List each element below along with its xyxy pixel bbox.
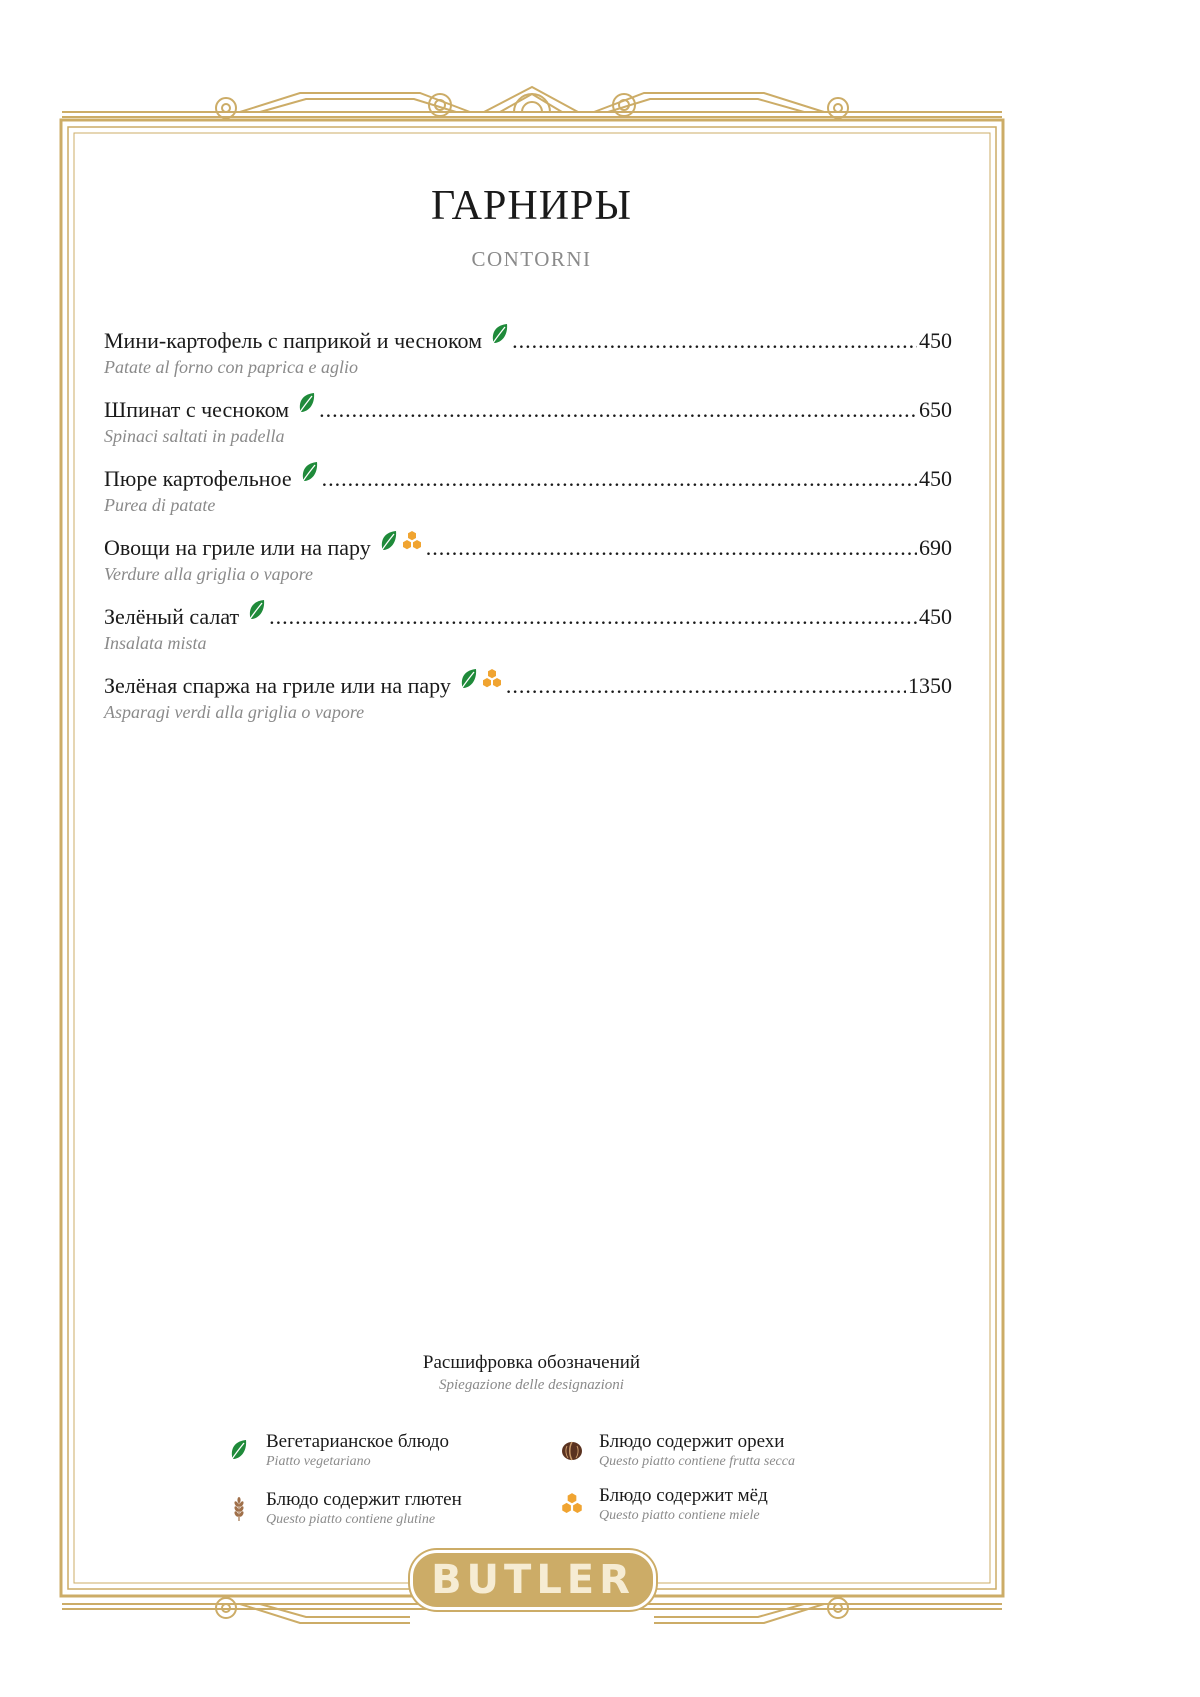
menu-item	[104, 464, 952, 533]
page-title: ГАРНИРЫ	[430, 183, 633, 229]
honey-icon	[559, 1492, 585, 1516]
item-price: 450	[919, 466, 952, 491]
legend-sublabel: Questo piatto contiene miele	[599, 1508, 760, 1523]
leaf-icon	[247, 599, 267, 621]
item-price: 1350	[908, 673, 952, 698]
legend-sublabel: Piatto vegetariano	[266, 1454, 371, 1469]
brand-logo	[410, 1550, 656, 1610]
leaf-icon	[459, 668, 479, 690]
legend-title: Расшифровка обозначений	[422, 1352, 641, 1373]
legend-subtitle: Spiegazione delle designazioni	[439, 1377, 624, 1393]
item-name: Мини-картофель с паприкой и чесноком	[104, 328, 483, 353]
item-subtitle: Purea di patate	[104, 495, 216, 515]
item-subtitle: Asparagi verdi alla griglia o vapore	[104, 702, 365, 722]
item-name: Шпинат с чесноком	[104, 397, 290, 422]
item-price: 690	[919, 535, 952, 560]
honey-icon	[480, 668, 504, 690]
page-subtitle: CONTORNI	[471, 247, 592, 271]
leaf-icon	[229, 1438, 249, 1462]
legend-sublabel: Questo piatto contiene glutine	[266, 1512, 436, 1527]
leaf-icon	[490, 323, 510, 345]
legend-entry-vegetarian	[222, 1430, 449, 1471]
legend-label: Блюдо содержит глютен	[266, 1489, 462, 1510]
legend-sublabel: Questo piatto contiene frutta secca	[599, 1454, 795, 1469]
legend-label: Блюдо содержит орехи	[599, 1431, 785, 1452]
nut-icon	[560, 1438, 584, 1462]
menu-item	[104, 533, 952, 602]
brand-name: BUTLER	[431, 1557, 635, 1603]
legend-label: Блюдо содержит мёд	[599, 1485, 768, 1506]
leaf-icon	[379, 530, 399, 552]
menu-item	[104, 671, 952, 740]
honey-icon	[400, 530, 424, 552]
item-subtitle: Spinaci saltati in padella	[104, 426, 285, 446]
item-price: 450	[919, 604, 952, 629]
item-name: Зелёная спаржа на гриле или на пару	[104, 673, 451, 698]
menu-list	[104, 326, 952, 740]
wheat-icon	[231, 1496, 247, 1522]
item-name: Зелёный салат	[104, 604, 240, 629]
legend-label: Вегетарианское блюдо	[266, 1431, 450, 1452]
item-name: Пюре картофельное	[104, 466, 292, 491]
item-name: Овощи на гриле или на пару	[104, 535, 371, 560]
item-price: 450	[919, 328, 952, 353]
item-subtitle: Verdure alla griglia o vapore	[104, 564, 313, 584]
item-price: 650	[919, 397, 952, 422]
item-subtitle: Patate al forno con paprica e aglio	[104, 357, 358, 377]
menu-item	[104, 602, 952, 671]
legend-entry-honey	[555, 1484, 768, 1525]
menu-item	[104, 395, 952, 464]
menu-item	[104, 326, 952, 395]
leaf-icon	[297, 392, 317, 414]
leaf-icon	[300, 461, 320, 483]
legend-entry-nuts	[555, 1430, 795, 1471]
legend-entry-gluten	[222, 1488, 462, 1529]
item-subtitle: Insalata mista	[104, 633, 207, 653]
